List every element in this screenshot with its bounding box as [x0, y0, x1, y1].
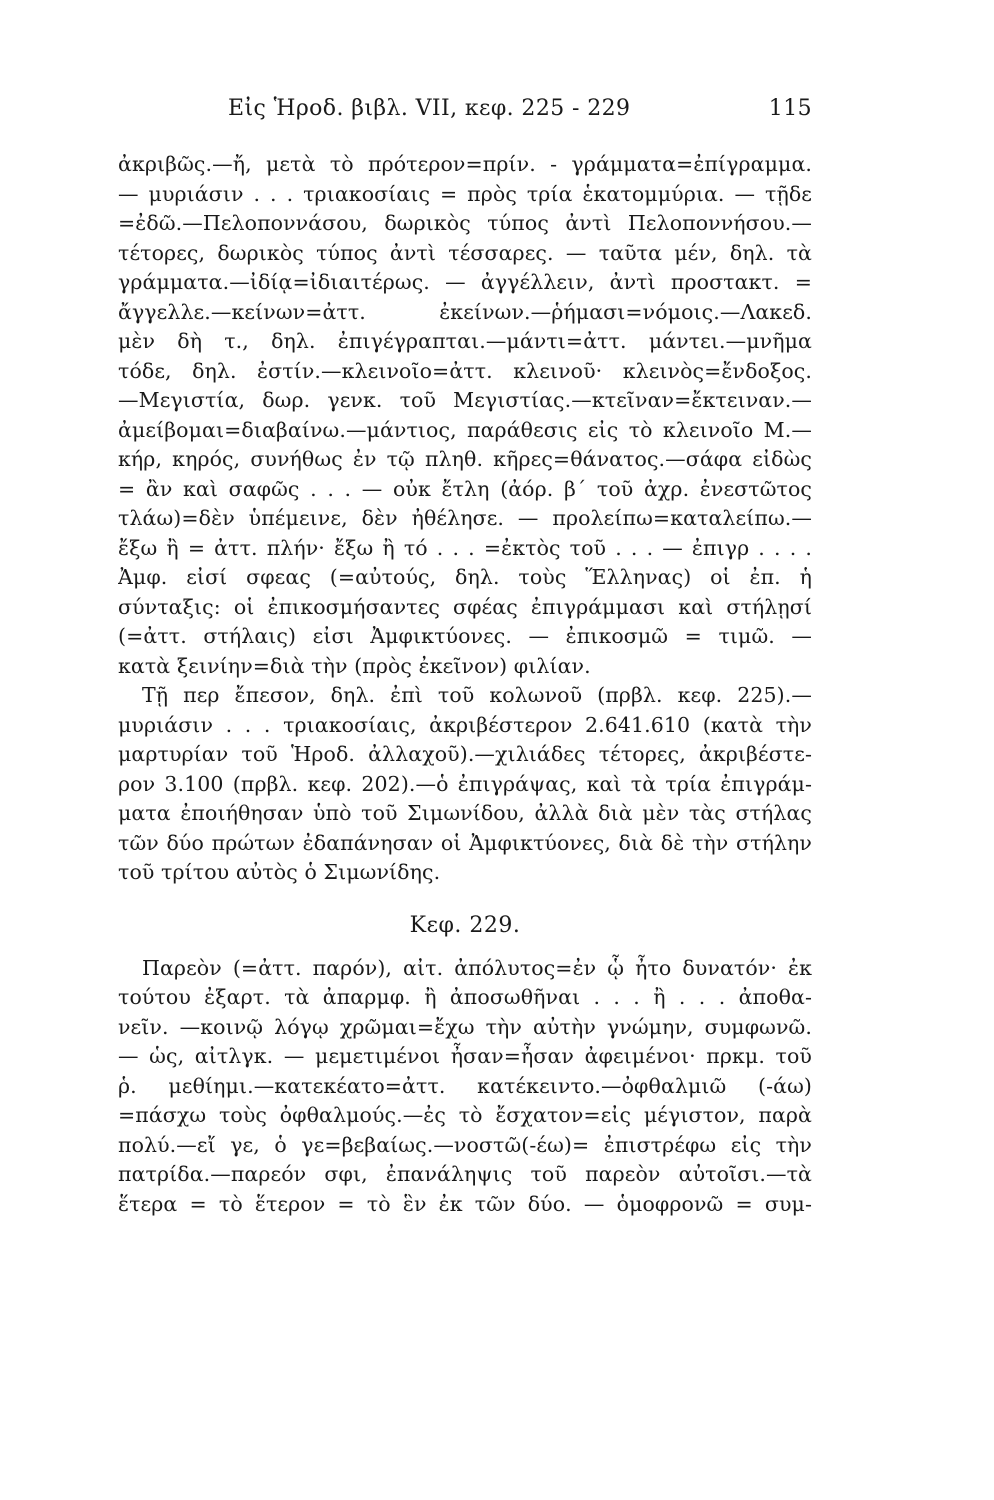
text-line: μὲν δὴ τ., δηλ. ἐπιγέγραπται.—μάντι=ἀττ. μάντει.—μνῆμα	[118, 329, 812, 353]
text-line: τέτορες, δωρικὸς τύπος ἀντὶ τέσσαρες. — ταῦτα μέν, δηλ. τὰ	[118, 240, 812, 265]
text-line: ρον 3.100 (πρβλ. κεφ. 202).—ὁ ἐπιγράψας, καὶ τὰ τρία ἐπιγράμ-	[118, 771, 812, 796]
text-line: Τῇ περ ἔπεσον, δηλ. ἐπὶ τοῦ κολωνοῦ (πρβλ. κεφ. 225).—	[142, 683, 812, 707]
text-line: μαρτυρίαν τοῦ Ἡροδ. ἀλλαχοῦ).—χιλιάδες τέτορες, ἀκριβέστε-	[118, 742, 812, 766]
text-line: ῥ. μεθίημι.—κατεκέατο=ἀττ. κατέκειντο.—ὀφθαλμιῶ (-άω)	[118, 1073, 812, 1098]
text-line: =πάσχω τοὺς ὀφθαλμούς.—ἐς τὸ ἔσχατον=εἰς μέγιστον, παρὰ	[118, 1103, 812, 1127]
text-line: =ἐδῶ.—Πελοποννάσου, δωρικὸς τύπος ἀντὶ Πελοποννήσου.—	[118, 211, 812, 235]
text-line: τοῦ τρίτου αὐτὸς ὁ Σιμωνίδης.	[118, 860, 441, 884]
text-line: κατὰ ξεινίην=διὰ τὴν (πρὸς ἐκεῖνον) φιλίαν.	[118, 653, 591, 678]
paragraph-block	[118, 681, 812, 888]
text-line: (=ἀττ. στήλαις) εἰσι Ἀμφικτύονες. — ἐπικοσμῶ = τιμῶ. —	[118, 624, 812, 648]
text-line: τλάω)=δὲν ὑπέμεινε, δὲν ἠθέλησε. — προλείπω=καταλείπω.—	[118, 506, 812, 530]
text-line: Παρεὸν (=ἀττ. παρόν), αἰτ. ἀπόλυτος=ἐν ᾧ ἦτο δυνατόν· ἐκ	[142, 955, 812, 980]
commentary-block	[118, 150, 812, 681]
running-head	[118, 96, 812, 128]
text-line: γράμματα.—ἰδίᾳ=ἰδιαιτέρως. — ἀγγέλλειν, ἀντὶ προστακτ. =	[118, 270, 812, 294]
text-line: ἄγγελλε.—κείνων=ἀττ. ἐκείνων.—ῥήμασι=νόμοις.—Λακεδ.	[118, 299, 812, 324]
text-line: ἀκριβῶς.—ἤ, μετὰ τὸ πρότερον=πρίν. - γράμματα=ἐπίγραμμα.	[118, 152, 812, 176]
text-line: ἕτερα = τὸ ἕτερον = τὸ ἓν ἐκ τῶν δύο. — ὁμοφρονῶ = συμ-	[118, 1191, 812, 1216]
text-line: πατρίδα.—παρεόν σφι, ἐπανάληψις τοῦ παρεὸν αὐτοῖσι.—τὰ	[118, 1162, 812, 1186]
chapter-block	[118, 954, 812, 1220]
text-line: = ἂν καὶ σαφῶς . . . — οὐκ ἔτλη (ἀόρ. β΄ τοῦ ἀχρ. ἐνεστῶτος	[118, 476, 812, 501]
section-heading: Κεφ. 229.	[409, 912, 521, 938]
text-line: μυριάσιν . . . τριακοσίαις, ἀκριβέστερον 2.641.610 (κατὰ τὴν	[118, 712, 812, 737]
text-line: νεῖν. —κοινῷ λόγῳ χρῶμαι=ἔχω τὴν αὐτὴν γνώμην, συμφωνῶ.	[118, 1014, 812, 1039]
text-line: σύνταξις: οἱ ἐπικοσμήσαντες σφέας ἐπιγράμμασι καὶ στήλῃσί	[118, 594, 812, 619]
text-line: τόδε, δηλ. ἐστίν.—κλεινοῖο=ἀττ. κλεινοῦ· κλεινὸς=ἔνδοξος.	[118, 358, 812, 383]
text-line: κήρ, κηρός, συνήθως ἐν τῷ πληθ. κῆρες=θάνατος.—σάφα εἰδὼς	[118, 447, 812, 471]
body-text	[118, 150, 812, 1219]
text-line: — ὡς, αἰτλγκ. — μεμετιμένοι ἦσαν=ἦσαν ἀφειμένοι· πρκμ. τοῦ	[118, 1044, 812, 1068]
text-line: Ἀμφ. εἰσί σφεας (=αὐτούς, δηλ. τοὺς Ἕλληνας) οἱ ἐπ. ἡ	[118, 565, 812, 589]
text-line: τούτου ἐξαρτ. τὰ ἀπαρμφ. ἢ ἀποσωθῆναι . . . ἢ . . . ἀποθα-	[118, 985, 812, 1009]
text-line: —Μεγιστία, δωρ. γενκ. τοῦ Μεγιστίας.—κτεῖναν=ἔκτειναν.—	[118, 388, 812, 412]
page-number: 115	[768, 96, 812, 121]
running-head-title: Εἰς Ἡροδ. βιβλ. VII, κεφ. 225 - 229	[228, 96, 631, 121]
text-line: τῶν δύο πρώτων ἐδαπάνησαν οἱ Ἀμφικτύονες, διὰ δὲ τὴν στήλην	[118, 830, 812, 855]
text-line: πολύ.—εἴ γε, ὁ γε=βεβαίως.—νοστῶ(-έω)= ἐπιστρέφω εἰς τὴν	[118, 1132, 812, 1157]
text-line: — μυριάσιν . . . τριακοσίαις = πρὸς τρία ἑκατομμύρια. — τῇδε	[118, 181, 812, 206]
text-line: ἀμείβομαι=διαβαίνω.—μάντιος, παράθεσις εἰς τὸ κλεινοῖο Μ.—	[118, 417, 812, 442]
text-line: ματα ἐποιήθησαν ὑπὸ τοῦ Σιμωνίδου, ἀλλὰ διὰ μὲν τὰς στήλας	[118, 801, 812, 825]
text-line: ἔξω ἢ = ἀττ. πλήν· ἔξω ἢ τό . . . =ἐκτὸς τοῦ . . . — ἐπιγρ . . . .	[118, 535, 812, 560]
